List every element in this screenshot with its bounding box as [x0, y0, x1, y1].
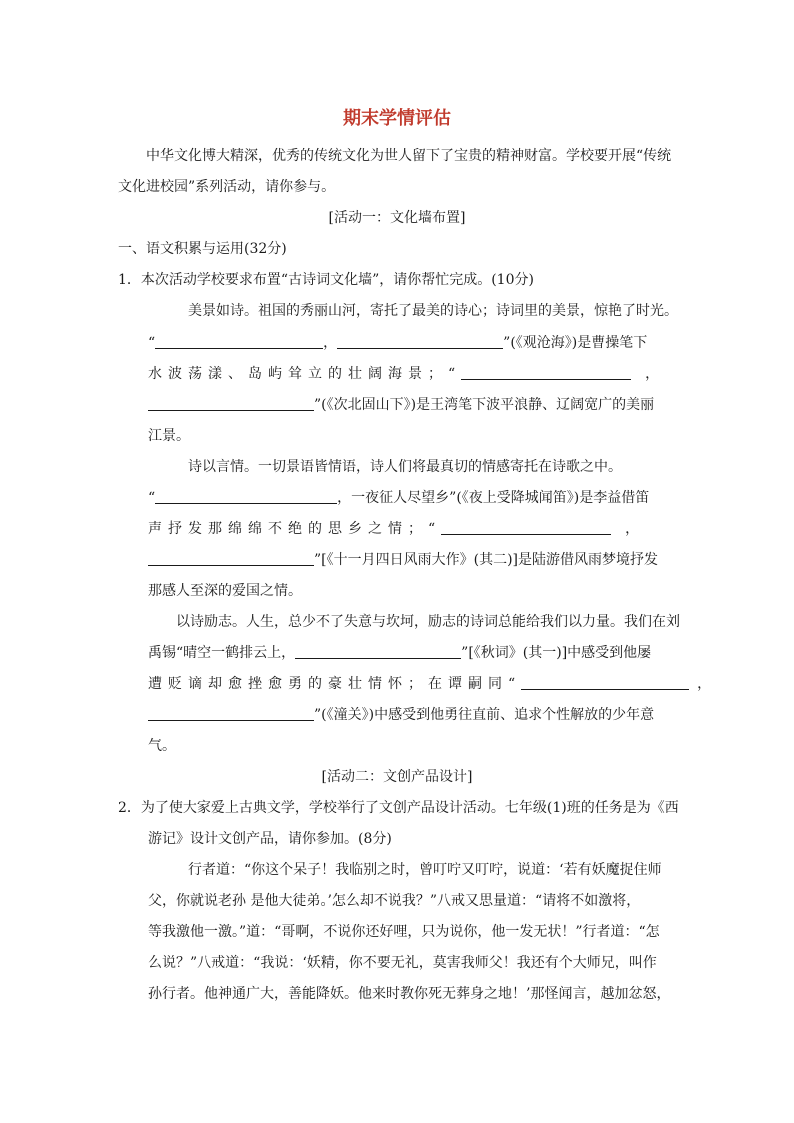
comma: ， [697, 676, 712, 692]
intro-line-1: 中华文化博大精深，优秀的传统文化为世人留下了宝贵的精神财富。学校要开展“传统 [146, 148, 672, 164]
q1-p1-line-2 [148, 333, 647, 353]
answer-blank[interactable] [148, 396, 314, 411]
answer-blank[interactable] [155, 334, 323, 349]
answer-blank[interactable] [337, 334, 503, 349]
q2-text-line-1: 行者道：“你这个呆子！我临别之时，曾叮咛又叮咛，说道：‘若有妖魔捉住师 [188, 862, 662, 878]
text-head: 声抒发那绵绵不绝的思乡之情；“ [148, 521, 442, 537]
q2-text-line-3: 等我激他一激。”道：“哥啊，不说你还好哩，只为说你，他一发无状！”行者道：“怎 [148, 924, 660, 940]
answer-blank[interactable] [441, 520, 611, 535]
text-tail: ”(《潼关》)中感受到他勇往直前、追求个性解放的少年意 [314, 707, 655, 723]
activity-2-heading: [活动二：文创产品设计] [321, 769, 473, 785]
text-head: 遭贬谪却愈挫愈勇的豪壮情怀；在谭嗣同“ [148, 676, 522, 692]
q1-p1-line-5: 江景。 [148, 428, 190, 444]
answer-blank[interactable] [461, 365, 631, 380]
text-head: 水波荡漾、岛屿耸立的壮阔海景；“ [148, 366, 462, 382]
page-title: 期末学情评估 [343, 108, 451, 129]
q1-p1-line-3 [148, 364, 659, 384]
q1-p2-line-4 [148, 550, 658, 570]
q1-p3-line-1: 以诗励志。人生，总少不了失意与坎坷，励志的诗词总能给我们以力量。我们在刘 [176, 614, 680, 630]
answer-blank[interactable] [148, 551, 314, 566]
text-tail: ”[《十一月四日风雨大作》(其二)]是陆游借风雨梦境抒发 [314, 552, 659, 568]
comma: ， [323, 335, 338, 351]
open-quote: “ [148, 490, 156, 506]
answer-blank[interactable] [295, 644, 461, 659]
section-1-heading: 一、语文积累与运用(32分) [118, 241, 287, 257]
answer-blank[interactable] [148, 706, 314, 721]
open-quote: “ [148, 335, 156, 351]
comma: ， [645, 366, 660, 382]
answer-blank[interactable] [155, 489, 337, 504]
q2-text-line-2: 父，你就说老孙 是他大徒弟。’怎么却不说我？”八戒又思量道：“请将不如激将， [148, 893, 641, 909]
comma: ， [625, 521, 640, 537]
q2-text-line-5: 孙行者。他神通广大，善能降妖。他来时教你死无葬身之地！’那怪闻言，越加忿怒， [148, 986, 671, 1002]
q2-text-line-4: 么说？”八戒道：“我说：‘妖精，你不要无礼，莫害我师父！我还有个大师兄，叫作 [148, 955, 657, 971]
text-tail: ”(《次北固山下》)是王湾笔下波平浪静、辽阔宽广的美丽 [314, 397, 655, 413]
q1-p3-line-3 [148, 674, 711, 694]
text-tail: ，一夜征人尽望乡”(《夜上受降城闻笛》)是李益借笛 [337, 490, 650, 506]
question-2-stem-2: 游记》设计文创产品，请你参加。(8分) [148, 831, 392, 847]
q1-p3-line-4 [148, 705, 654, 725]
q1-p3-line-2 [148, 643, 651, 663]
text-tail: ”(《观沧海》)是曹操笔下 [503, 335, 648, 351]
q1-p2-line-1: 诗以言情。一切景语皆情语，诗人们将最真切的情感寄托在诗歌之中。 [188, 459, 622, 475]
answer-blank[interactable] [521, 675, 689, 690]
q1-p1-line-4 [148, 395, 654, 415]
q1-p2-line-3 [148, 519, 639, 539]
question-2-stem-1: 2．为了使大家爱上古典文学，学校举行了文创产品设计活动。七年级(1)班的任务是为《西 [118, 800, 679, 816]
q1-p1-line-1: 美景如诗。祖国的秀丽山河，寄托了最美的诗心；诗词里的美景，惊艳了时光。 [188, 303, 678, 319]
intro-line-2: 文化进校园”系列活动，请你参与。 [118, 179, 336, 195]
q1-p3-line-5: 气。 [148, 738, 176, 754]
question-1-stem: 1．本次活动学校要求布置“古诗词文化墙”，请你帮忙完成。(10分) [118, 272, 534, 288]
text-head: 禹锡“晴空一鹤排云上， [148, 645, 296, 661]
text-tail: ”[《秋词》(其一)]中感受到他屡 [461, 645, 652, 661]
q1-p2-line-5: 那感人至深的爱国之情。 [148, 583, 302, 599]
activity-1-heading: [活动一：文化墙布置] [328, 210, 466, 226]
q1-p2-line-2 [148, 488, 649, 508]
